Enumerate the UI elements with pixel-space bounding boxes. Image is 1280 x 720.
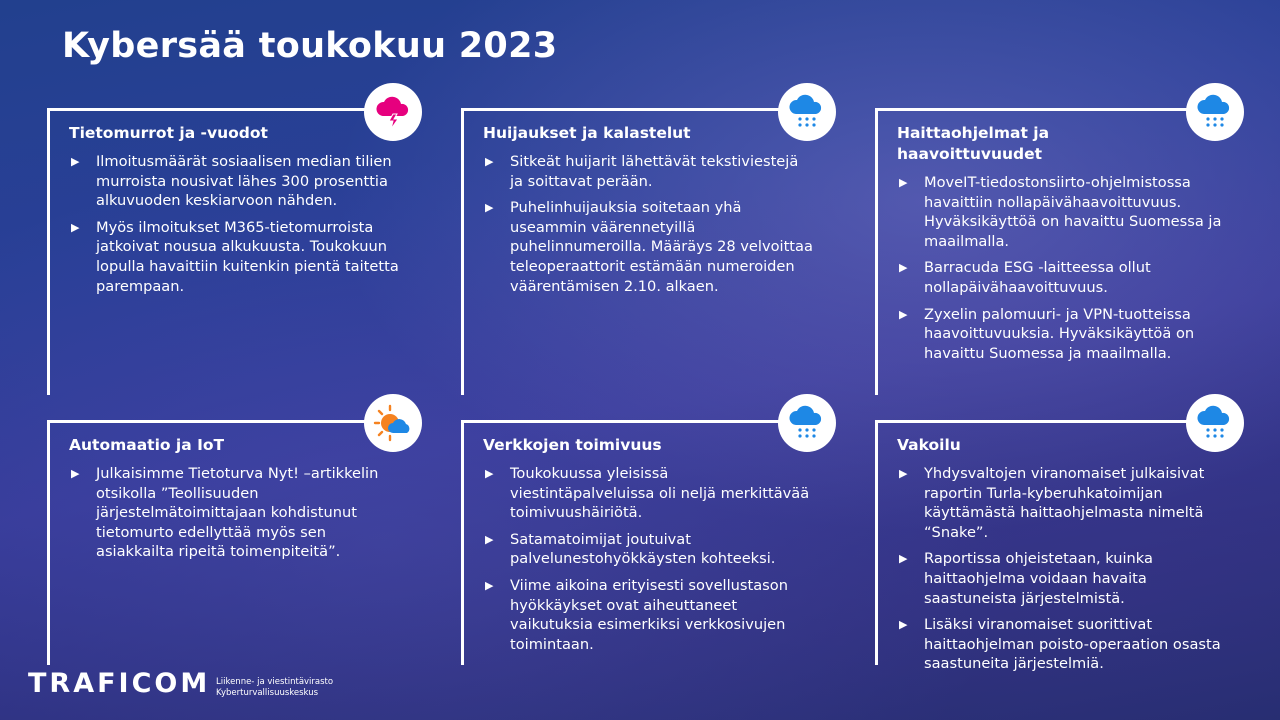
item-text: Sitkeät huijarit lähettävät tekstiviestejä ja soittavat perään. <box>510 153 799 190</box>
list-item <box>897 615 1227 674</box>
item-text: Myös ilmoitukset M365-tietomurroista jatkoivat nousua alkukuusta. Toukokuun lopulla havaittiin kuitenkin pientä taitetta parempaan. <box>96 218 399 295</box>
logo-subtitle <box>216 677 333 699</box>
list-item <box>897 464 1227 542</box>
logo-subtitle-line1: Liikenne- ja viestintävirasto <box>216 677 334 687</box>
card-heading: Verkkojen toimivuus <box>483 436 662 454</box>
bullet-icon: ▶ <box>71 467 80 480</box>
bullet-icon: ▶ <box>485 155 494 168</box>
page-title: Kybersää toukokuu 2023 <box>62 26 558 66</box>
bullet-icon: ▶ <box>899 176 908 189</box>
item-text: Lisäksi viranomaiset suorittivat haittaohjelman poisto-operaation osasta saastuneita järjestelmiä. <box>924 616 1221 673</box>
item-text: Zyxelin palomuuri- ja VPN-tuotteissa haavoittuvuuksia. Hyväksikäyttöä on havaittu Suomessa ja maailmalla. <box>924 305 1195 362</box>
list-item <box>483 576 813 654</box>
list-item <box>69 464 399 562</box>
bullet-icon: ▶ <box>485 578 494 592</box>
thunderstorm-icon <box>364 83 422 141</box>
item-text: Toukokuussa yleisissä viestintäpalveluissa oli neljä merkittävää toimivuushäiriötä. <box>510 465 810 522</box>
list-item <box>69 218 399 296</box>
item-text: MoveIT-tiedostonsiirto-ohjelmistossa havaittiin nollapäivähaavoittuvuus. Hyväksikäyttöä on havaittu Suomessa ja maailmalla. <box>924 174 1222 250</box>
rain-cloud-icon <box>778 394 836 452</box>
rain-cloud-icon <box>1186 394 1244 452</box>
traficom-logo: TRAFICOM <box>28 668 211 699</box>
item-text: Julkaisimme Tietoturva Nyt! –artikkelin otsikolla ”Teollisuuden järjestelmätoimittajaan kohdistunut tietomurto edellyttää myös sen asiakkailta ripeitä toimenpiteitä”. <box>96 465 379 561</box>
card-huijaukset <box>461 108 821 395</box>
rain-cloud-icon <box>1186 83 1244 141</box>
card-heading: Haittaohjelmat ja haavoittuvuudet <box>897 124 1050 163</box>
card-heading: Automaatio ja IoT <box>69 436 225 454</box>
sun-cloud-icon <box>364 394 422 452</box>
list-item <box>897 549 1227 608</box>
item-text: Ilmoitusmäärät sosiaalisen median tilien murroista nousivat lähes 300 prosenttia alkuvuoden keskiarvoon nähden. <box>96 153 392 210</box>
card-automaatio <box>47 420 407 665</box>
list-item <box>483 198 813 296</box>
list-item <box>483 464 813 523</box>
card-haittaohjelmat <box>875 108 1235 395</box>
list-item <box>897 258 1227 297</box>
logo-subtitle-line2: Kyberturvallisuuskeskus <box>216 688 319 698</box>
bullet-icon: ▶ <box>71 220 80 234</box>
card-verkkojen-toimivuus <box>461 420 821 665</box>
bullet-icon: ▶ <box>71 155 80 168</box>
rain-cloud-icon <box>778 83 836 141</box>
item-text: Viime aikoina erityisesti sovellustason hyökkäykset ovat aiheuttaneet vaikutuksia esimerkiksi verkkosivujen toimintaan. <box>510 576 788 653</box>
bullet-icon: ▶ <box>485 201 494 215</box>
bullet-icon: ▶ <box>899 307 908 321</box>
card-heading: Huijaukset ja kalastelut <box>483 124 691 142</box>
item-text: Raportissa ohjeistetaan, kuinka haittaohjelma voidaan havaita saastuneista järjestelmistä. <box>924 550 1153 607</box>
item-text: Puhelinhuijauksia soitetaan yhä useammin väärennetyillä puhelinnumeroilla. Määräys 28 velvoittaa teleoperaattorit estämään numeroiden väärentämisen 2.10. alkaen. <box>510 199 813 295</box>
bullet-icon: ▶ <box>899 552 908 566</box>
card-vakoilu <box>875 420 1235 673</box>
bullet-icon: ▶ <box>485 532 494 546</box>
list-item <box>69 152 399 211</box>
list-item <box>897 305 1227 364</box>
bullet-icon: ▶ <box>485 467 494 480</box>
bullet-icon: ▶ <box>899 261 908 275</box>
item-text: Barracuda ESG -laitteessa ollut nollapäivähaavoittuvuus. <box>924 259 1151 296</box>
list-item <box>897 173 1227 251</box>
card-heading: Tietomurrot ja -vuodot <box>69 124 268 142</box>
item-text: Satamatoimijat joutuivat palvelunestohyökkäysten kohteeksi. <box>510 530 776 568</box>
card-heading: Vakoilu <box>897 436 961 454</box>
item-text: Yhdysvaltojen viranomaiset julkaisivat raportin Turla-kyberuhkatoimijan käyttämästä haittaohjelmasta nimeltä “Snake”. <box>924 465 1205 541</box>
bullet-icon: ▶ <box>899 618 908 632</box>
list-item <box>483 530 813 569</box>
bullet-icon: ▶ <box>899 467 908 480</box>
list-item <box>483 152 813 191</box>
card-tietomurrot <box>47 108 407 395</box>
